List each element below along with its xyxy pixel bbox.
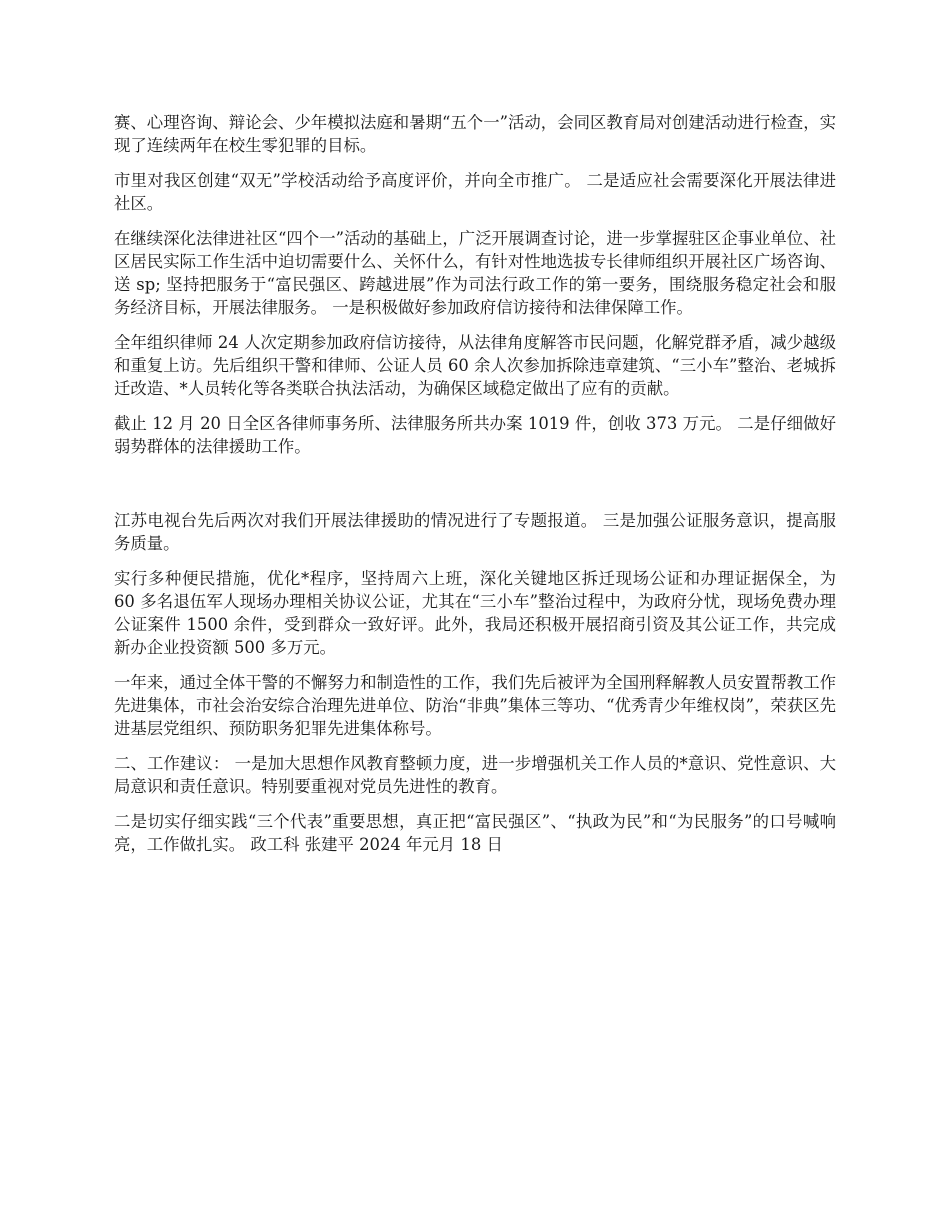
paragraph: 一年来，通过全体干警的不懈努力和制造性的工作，我们先后被评为全国刑释解教人员安置帮教工作先进集体，市社会治安综合治理先进单位、防治“非典”集体三等功、“优秀青少年维权岗”，荣获区先进基层党组织、预防职务犯罪先进集体称号。: [114, 673, 836, 738]
document-body: [114, 111, 836, 868]
paragraph: 江苏电视台先后两次对我们开展法律援助的情况进行了专题报道。 三是加强公证服务意识，提高服务质量。: [114, 511, 836, 553]
paragraph: 赛、心理咨询、辩论会、少年模拟法庭和暑期“五个一”活动，会同区教育局对创建活动进行检查，实现了连续两年在校生零犯罪的目标。: [114, 113, 836, 155]
section-gap: [114, 470, 836, 509]
paragraph: 市里对我区创建“双无”学校活动给予高度评价，并向全市推广。 二是适应社会需要深化开展法律进社区。: [114, 171, 836, 213]
paragraph: 二是切实仔细实践“三个代表”重要思想，真正把“富民强区”、“执政为民”和“为民服务”的口号喊响亮，工作做扎实。 政工科 张建平 2024 年元月 18 日: [114, 812, 836, 854]
paragraph: 截止 12 月 20 日全区各律师事务所、法律服务所共办案 1019 件，创收 373 万元。 二是仔细做好弱势群体的法律援助工作。: [114, 414, 836, 456]
paragraph: 二、工作建议： 一是加大思想作风教育整顿力度，进一步增强机关工作人员的*意识、党性意识、大局意识和责任意识。特别要重视对党员先进性的教育。: [114, 754, 836, 796]
paragraph: 全年组织律师 24 人次定期参加政府信访接待，从法律角度解答市民问题，化解党群矛盾，减少越级和重复上访。先后组织干警和律师、公证人员 60 余人次参加拆除违章建筑、“三小车”整治、老城拆迁改造、*人员转化等各类联合执法活动，为确保区域稳定做出了应有的贡献。: [114, 333, 836, 398]
paragraph: 实行多种便民措施，优化*程序，坚持周六上班，深化关键地区拆迁现场公证和办理证据保全，为 60 多名退伍军人现场办理相关协议公证，尤其在“三小车”整治过程中，为政府分忧，现场免费办理公证案件 1500 余件，受到群众一致好评。此外，我局还积极开展招商引资及其公证工作，共完成新办企业投资额 500 多万元。: [114, 569, 836, 657]
paragraph: 在继续深化法律进社区“四个一”活动的基础上，广泛开展调查讨论，进一步掌握驻区企事业单位、社区居民实际工作生活中迫切需要什么、关怀什么，有针对性地选拔专长律师组织开展社区广场咨询、送 sp; 坚持把服务于“富民强区、跨越进展”作为司法行政工作的第一要务，围绕服务稳定社会和服务经济目标，开展法律服务。 一是积极做好参加政府信访接待和法律保障工作。: [114, 229, 836, 317]
